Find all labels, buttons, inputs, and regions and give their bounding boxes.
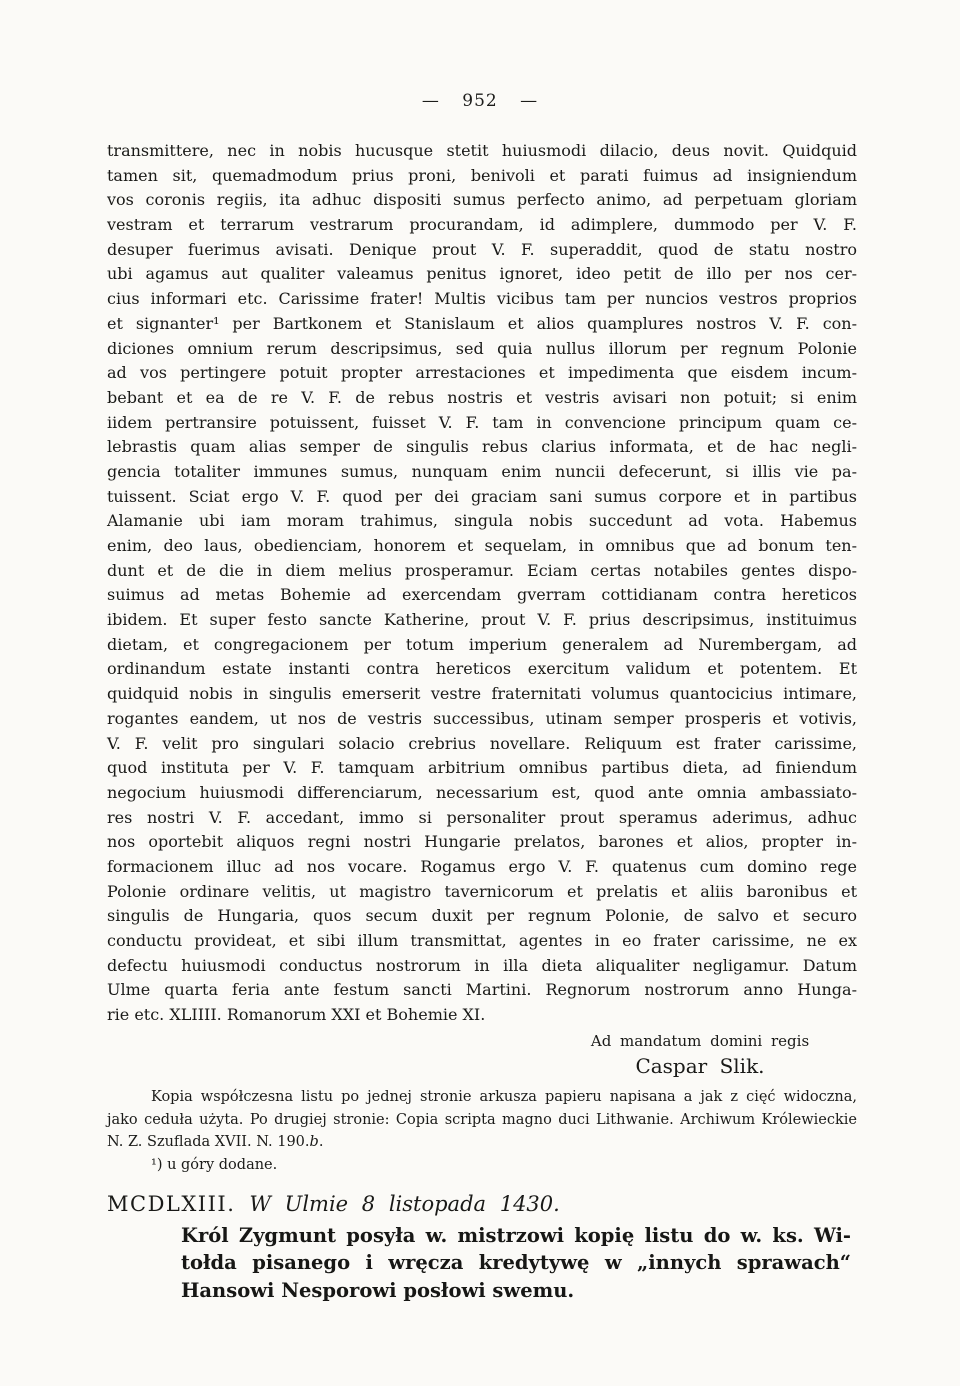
- body-text-line: formacionem illuc ad nos vocare. Rogamus ergo V. F. quatenus cum domino rege: [107, 856, 857, 876]
- body-text-line: vos coronis regiis, ita adhuc dispositi sumus perfecto animo, ad perpetuam gloriam: [107, 190, 857, 210]
- summary-line: Hansowi Nesporowi posłowi swemu.: [181, 1278, 575, 1302]
- archive-reference-end: .: [318, 1134, 324, 1150]
- body-text-line: ordinandum estate instanti contra hereticos exercitum validum et potentem. Et: [107, 659, 857, 679]
- footnote-block: [107, 1086, 857, 1176]
- body-text-line: dunt et de die in diem melius prosperamur. Eciam certas notabiles gentes dispo-: [107, 560, 857, 580]
- body-text-line: bebant et ea de re V. F. de rebus nostris et vestris avisari non potuit; si enim: [107, 387, 857, 407]
- body-text-line: defectu huiusmodi conductus nostrorum in illa dieta aliqualiter negligamur. Datum: [107, 955, 857, 975]
- body-text-line: rogantes eandem, ut nos de vestris successibus, utinam semper prosperis et votivis,: [107, 708, 857, 728]
- body-text-line: ad vos pertingere potuit propter arrestaciones et impedimenta que eisdem incum-: [107, 363, 857, 383]
- entry-dateline: W Ulmie 8 listopada 1430.: [249, 1192, 560, 1216]
- archive-reference: N. Z. Szuflada XVII. N. 190.: [107, 1134, 310, 1150]
- body-text-line: iidem pertransire potuissent, fuisset V. F. tam in convencione principum quam ce-: [107, 412, 857, 432]
- body-text-line: vestram et terrarum vestrarum procurandam, id adimplere, dummodo per V. F.: [107, 215, 857, 235]
- body-text-line: ubi agamus aut qualiter valeamus penitus ignoret, ideo petit de illo per nos cer-: [107, 264, 857, 284]
- body-text-line: enim, deo laus, obedienciam, honorem et sequelam, in omnibus que ad bonum ten-: [107, 536, 857, 555]
- archive-reference-letter: b: [309, 1134, 319, 1150]
- body-text: [107, 139, 857, 1028]
- body-text-line: V. F. velit pro singulari solacio crebrius novellare. Reliquum est frater carissime,: [107, 733, 857, 753]
- body-text-line: nos oportebit aliquos regni nostri Hungarie prelatos, barones et alios, propter in-: [107, 832, 857, 852]
- entry-number: MCDLXIII.: [107, 1192, 236, 1216]
- signature-block: [520, 1031, 880, 1079]
- entry-summary: [181, 1222, 851, 1304]
- signatory-name: Caspar Slik.: [635, 1054, 765, 1078]
- body-text-line: quod instituta per V. F. tamquam arbitrium omnibus partibus dieta, ad finiendum: [107, 758, 857, 778]
- body-text-line: diciones omnium rerum descripsimus, sed quia nullus illorum per regnum Polonie: [107, 338, 857, 358]
- body-text-line: gencia totaliter immunes sumus, nunquam enim nuncii defecerunt, si illis vie pa-: [107, 461, 857, 481]
- body-text-line: lebrastis quam alias semper de singulis rebus clarius informata, et de hac negli-: [107, 437, 857, 457]
- body-text-line: tamen sit, quemadmodum prius proni, benivoli et parati fuimus ad insigniendum: [107, 165, 857, 185]
- body-text-line: quidquid nobis in singulis emerserit vestre fraternitati volumus quantocicius intimare,: [107, 684, 857, 704]
- summary-line: tołda pisanego i wręcza kredytywę w „innych sprawach“: [181, 1251, 851, 1275]
- footnote-line: [107, 1131, 857, 1154]
- body-text-line: Polonie ordinare velitis, ut magistro tavernicorum et prelatis et aliis baronibus et: [107, 881, 857, 901]
- entry-heading: [107, 1191, 857, 1217]
- summary-line: Król Zygmunt posyła w. mistrzowi kopię listu do w. ks. Wi-: [181, 1224, 851, 1247]
- footnote-line: jako ceduła użyta. Po drugiej stronie: Copia scripta magno duci Lithwanie. Archiwum Królewieckie: [107, 1111, 857, 1128]
- body-text-line: conductu provideat, et sibi illum transmittat, agentes in eo frater carissime, ne ex: [107, 931, 857, 950]
- mandate-line: Ad mandatum domini regis: [590, 1032, 810, 1050]
- body-text-line: transmittere, nec in nobis hucusque stetit huiusmodi dilacio, deus novit. Quidquid: [107, 141, 857, 160]
- body-text-line: singulis de Hungaria, quos secum duxit per regnum Polonie, de salvo et securo: [107, 906, 857, 926]
- body-text-line: desuper fuerimus avisati. Denique prout V. F. superaddit, quod de statu nostro: [107, 239, 857, 259]
- body-text-line: et signanter¹ per Bartkonem et Stanislaum et alios quamplures nostros V. F. con-: [107, 313, 857, 333]
- footnote-line: Kopia współczesna listu po jednej stronie arkusza papieru napisana a jak z cięć widoczna,: [151, 1089, 857, 1105]
- body-text-line: Alamanie ubi iam moram trahimus, singula nobis succedunt ad vota. Habemus: [107, 511, 857, 531]
- page-number-header: — 952 —: [421, 91, 539, 111]
- body-text-line: cius informari etc. Carissime frater! Multis vicibus tam per nuncios vestros proprios: [107, 289, 857, 309]
- body-text-line: negocium huiusmodi differenciarum, necessarium est, quod ante omnia ambassiato-: [107, 782, 857, 802]
- body-text-line: rie etc. XLIIII. Romanorum XXI et Bohemie XI.: [107, 1005, 486, 1025]
- footnote-line: ¹) u góry dodane.: [151, 1156, 278, 1173]
- body-text-line: Ulme quarta feria ante festum sancti Martini. Regnorum nostrorum anno Hunga-: [107, 980, 857, 1000]
- body-text-line: ibidem. Et super festo sancte Katherine, prout V. F. prius descripsimus, instituimus: [107, 610, 857, 630]
- body-text-line: suimus ad metas Bohemie ad exercendam gverram cottidianam contra hereticos: [107, 585, 857, 605]
- body-text-line: dietam, et congregacionem per totum imperium generalem ad Nurembergam, ad: [107, 634, 857, 654]
- body-text-line: tuissent. Sciat ergo V. F. quod per dei graciam sani sumus corpore et in partibus: [107, 486, 857, 506]
- body-text-line: res nostri V. F. accedant, immo si personaliter prout speramus aderimus, adhuc: [107, 807, 857, 827]
